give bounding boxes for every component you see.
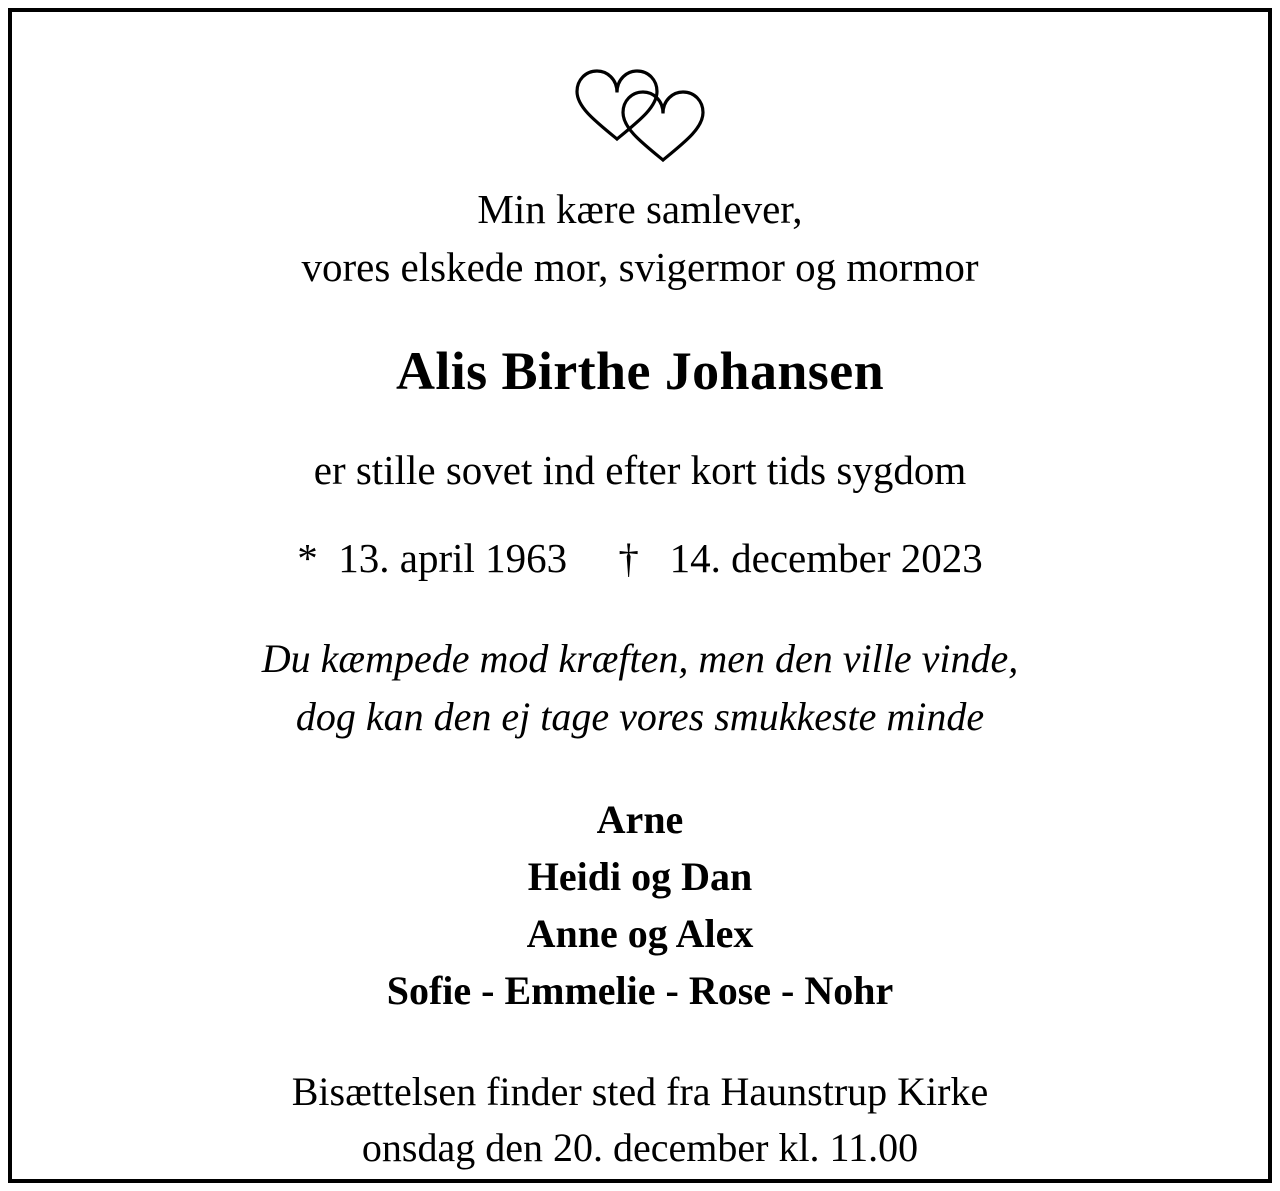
survivor-line-2: Heidi og Dan <box>527 854 753 900</box>
intro-line-2: vores elskede mor, svigermor og mormor <box>301 244 979 291</box>
deceased-name: Alis Birthe Johansen <box>395 341 885 402</box>
service-line-2: onsdag den 20. december kl. 11.00 <box>361 1125 919 1171</box>
intro-line-1: Min kære samlever, <box>477 186 803 232</box>
survivor-line-3: Anne og Alex <box>526 911 754 957</box>
memorial-verse <box>12 630 1268 746</box>
survivors-list <box>12 792 1268 1019</box>
verse-line-1: Du kæmpede mod kræften, men den ville vinde, <box>261 636 1019 682</box>
passing-text: er stille sovet ind efter kort tids sygdom <box>313 447 967 494</box>
survivor-line-4: Sofie - Emmelie - Rose - Nohr <box>386 967 894 1013</box>
service-details <box>12 1064 1268 1178</box>
life-dates: * 13. april 1963 † 14. december 2023 <box>297 535 983 582</box>
two-interlocking-hearts-icon <box>565 56 715 166</box>
service-line-1: Bisættelsen finder sted fra Haunstrup Kirke <box>291 1068 989 1114</box>
intro-text <box>12 180 1268 296</box>
survivor-line-1: Arne <box>596 797 684 843</box>
verse-line-2: dog kan den ej tage vores smukkeste minde <box>295 694 985 740</box>
obituary-notice <box>8 8 1272 1183</box>
